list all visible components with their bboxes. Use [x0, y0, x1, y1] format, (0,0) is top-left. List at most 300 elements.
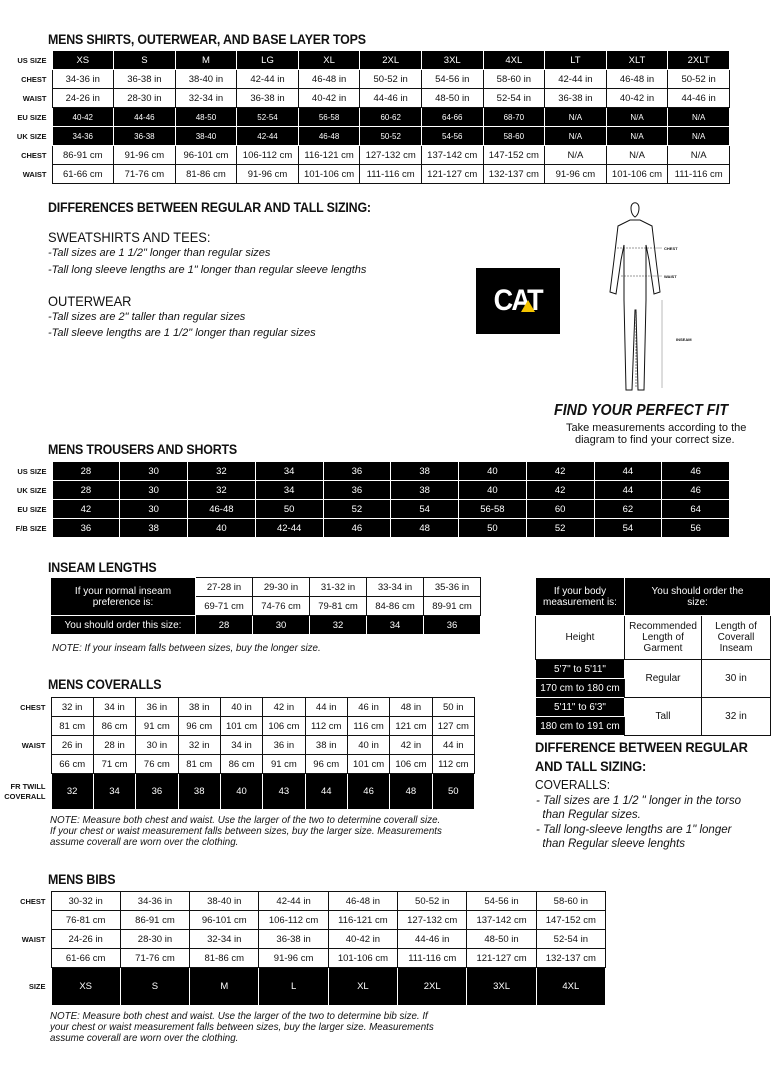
coveralls-cell: 34 in	[93, 698, 135, 717]
bibs-cell: 50-52 in	[398, 892, 467, 911]
inseam-order-cell: 28	[196, 616, 253, 635]
cov-diff-line-4: than Regular sleeve lenghts	[536, 838, 685, 850]
trousers-cell: 54	[391, 500, 459, 519]
inseam-order-label: You should order this size:	[51, 616, 196, 635]
shirts-row-label: US SIZE	[17, 55, 47, 65]
bibs-cell: 106-112 cm	[259, 911, 328, 930]
bibs-cell: 54-56 in	[467, 892, 536, 911]
bibs-cell: 46-48 in	[328, 892, 397, 911]
shirts-title: MENS SHIRTS, OUTERWEAR, AND BASE LAYER TOPS	[48, 32, 366, 47]
shirts-cell: 44-46 in	[360, 89, 422, 108]
trousers-cell: 38	[391, 462, 459, 481]
trousers-row-label: F/B SIZE	[15, 523, 47, 533]
coveralls-row-label: WAIST	[21, 740, 46, 750]
inseam-pref-label: If your normal inseam preference is:	[51, 578, 196, 616]
trousers-cell: 56	[662, 519, 730, 538]
shirts-cell: 101-106 cm	[298, 165, 360, 184]
trousers-cell: 46	[662, 481, 730, 500]
shirts-cell: 34-36	[52, 127, 114, 146]
cat-logo-text: CAT	[493, 284, 543, 317]
outer-title: OUTERWEAR	[48, 293, 132, 309]
outer-line-2: -Tall sleeve lengths are 1 1/2" longer than regular sizes	[48, 327, 316, 339]
coveralls-note-1: NOTE: Measure both chest and waist. Use the larger of the two to determine coverall size.	[50, 814, 441, 826]
inseam-title: INSEAM LENGTHS	[48, 560, 157, 575]
shirts-cell: 71-76 cm	[114, 165, 176, 184]
trousers-cell: 50	[255, 500, 323, 519]
inseam-in-cell: 33-34 in	[367, 578, 424, 597]
bibs-cell: 61-66 cm	[51, 949, 120, 968]
bibs-cell: 32-34 in	[190, 930, 259, 949]
bibs-size-cell: 4XL	[536, 968, 605, 1006]
fit-line-2: diagram to find your correct size.	[575, 434, 735, 446]
trousers-cell: 36	[323, 462, 391, 481]
trousers-row-label: EU SIZE	[17, 504, 47, 514]
coveralls-cell: 38 in	[305, 736, 347, 755]
bibs-size-table	[4, 891, 606, 1006]
shirts-cell: N/A	[668, 146, 730, 165]
bibs-cell: 76-81 cm	[51, 911, 120, 930]
shirts-cell: 86-91 cm	[52, 146, 114, 165]
shirts-cell: 46-48 in	[298, 70, 360, 89]
inseam-note: NOTE: If your inseam falls between sizes, buy the longer size.	[52, 642, 321, 654]
shirts-cell: 38-40	[175, 127, 237, 146]
coveralls-size-cell: 48	[390, 774, 432, 810]
bibs-row-label-blank	[4, 911, 51, 930]
coveralls-row-label-blank	[4, 717, 51, 736]
coveralls-cell: 101 cm	[220, 717, 262, 736]
coveralls-size-cell: 40	[220, 774, 262, 810]
shirts-cell: 96-101 cm	[175, 146, 237, 165]
cov-diff-line-2: than Regular sizes.	[536, 809, 641, 821]
shirts-cell: N/A	[668, 127, 730, 146]
coveralls-size-table	[4, 697, 475, 810]
shirts-cell: 36-38	[114, 127, 176, 146]
shirts-cell: 40-42	[52, 108, 114, 127]
body-diagram	[600, 200, 710, 396]
trousers-cell: 34	[255, 462, 323, 481]
shirts-row-label: UK SIZE	[16, 131, 47, 141]
inseam-cm-cell: 89-91 cm	[424, 597, 481, 616]
shirts-cell: 4XL	[483, 51, 545, 70]
shirts-cell: 54-56	[421, 127, 483, 146]
inseam-in-cell: 27-28 in	[196, 578, 253, 597]
coveralls-cell: 81 cm	[51, 717, 93, 736]
body-silhouette-icon	[600, 200, 710, 396]
shirts-cell: 48-50	[175, 108, 237, 127]
shirts-cell: N/A	[606, 108, 668, 127]
inseam-order-cell: 34	[367, 616, 424, 635]
shirts-cell: 111-116 cm	[668, 165, 730, 184]
coveralls-title: MENS COVERALLS	[48, 677, 162, 692]
bibs-cell: 34-36 in	[120, 892, 189, 911]
diagram-waist-label: WAIST	[664, 274, 677, 279]
shirts-cell: 50-52 in	[360, 70, 422, 89]
trousers-row-label: UK SIZE	[16, 485, 47, 495]
bibs-cell: 48-50 in	[467, 930, 536, 949]
shirts-cell: LG	[237, 51, 299, 70]
coveralls-size-cell: 34	[93, 774, 135, 810]
shirts-cell: 111-116 cm	[360, 165, 422, 184]
shirts-row-label: EU SIZE	[17, 112, 47, 122]
trousers-cell: 46-48	[188, 500, 256, 519]
coveralls-cell: 91 cm	[136, 717, 178, 736]
shirts-cell: 50-52	[360, 127, 422, 146]
bibs-cell: 111-116 cm	[398, 949, 467, 968]
shirts-cell: 147-152 cm	[483, 146, 545, 165]
bibs-cell: 71-76 cm	[120, 949, 189, 968]
bibs-size-cell: L	[259, 968, 328, 1006]
trousers-cell: 44	[594, 481, 662, 500]
cov-diff-sub: COVERALLS:	[535, 777, 611, 792]
bibs-cell: 121-127 cm	[467, 949, 536, 968]
inseam-cm-cell: 69-71 cm	[196, 597, 253, 616]
shirts-cell: 2XLT	[668, 51, 730, 70]
shirts-cell: 2XL	[360, 51, 422, 70]
trousers-cell: 28	[52, 462, 120, 481]
trousers-cell: 52	[526, 519, 594, 538]
bibs-size-cell: S	[120, 968, 189, 1006]
coveralls-size-cell: 38	[178, 774, 220, 810]
coveralls-size-label	[4, 774, 51, 810]
coveralls-size-cell: 46	[347, 774, 389, 810]
cov-diff-title-1: DIFFERENCE BETWEEN REGULAR	[535, 739, 748, 755]
height-row1-rec: Regular	[625, 660, 702, 698]
coveralls-cell: 42 in	[263, 698, 305, 717]
trousers-cell: 38	[120, 519, 188, 538]
trousers-cell: 42-44	[255, 519, 323, 538]
shirts-cell: XL	[298, 51, 360, 70]
inseam-order-cell: 32	[310, 616, 367, 635]
coveralls-cell: 112 cm	[305, 717, 347, 736]
trousers-row-label: US SIZE	[17, 466, 47, 476]
trousers-cell: 30	[120, 500, 188, 519]
shirts-row-label: CHEST	[21, 150, 47, 160]
coveralls-cell: 32 in	[51, 698, 93, 717]
coveralls-cell: 28 in	[93, 736, 135, 755]
shirts-cell: 44-46	[114, 108, 176, 127]
sweat-title: SWEATSHIRTS AND TEES:	[48, 229, 211, 245]
coveralls-cell: 112 cm	[432, 755, 474, 774]
shirts-cell: 32-34 in	[175, 89, 237, 108]
shirts-cell: 132-137 cm	[483, 165, 545, 184]
height-rec-label: Recommended Length of Garment	[625, 616, 702, 660]
coveralls-row-label-blank	[4, 755, 51, 774]
coveralls-cell: 44 in	[432, 736, 474, 755]
height-row1-cov: 30 in	[702, 660, 771, 698]
coveralls-cell: 46 in	[347, 698, 389, 717]
coveralls-cell: 36 in	[263, 736, 305, 755]
height-row2-b: 180 cm to 191 cm	[536, 717, 625, 736]
coveralls-cell: 66 cm	[51, 755, 93, 774]
sweat-line-2: -Tall long sleeve lengths are 1" longer than regular sleeve lengths	[48, 264, 367, 276]
bibs-cell: 91-96 cm	[259, 949, 328, 968]
coveralls-size-label-2: COVERALL	[4, 791, 46, 801]
shirts-cell: N/A	[606, 127, 668, 146]
shirts-cell: 52-54 in	[483, 89, 545, 108]
coveralls-cell: 127 cm	[432, 717, 474, 736]
bibs-cell: 147-152 cm	[536, 911, 605, 930]
coveralls-cell: 30 in	[136, 736, 178, 755]
coveralls-size-cell: 32	[51, 774, 93, 810]
bibs-size-cell: M	[190, 968, 259, 1006]
coveralls-cell: 96 cm	[305, 755, 347, 774]
shirts-cell: 60-62	[360, 108, 422, 127]
bibs-note-1: NOTE: Measure both chest and waist. Use the larger of the two to determine bib size. If	[50, 1010, 428, 1022]
shirts-cell: 68-70	[483, 108, 545, 127]
trousers-cell: 30	[120, 481, 188, 500]
trousers-cell: 36	[52, 519, 120, 538]
trousers-cell: 62	[594, 500, 662, 519]
shirts-cell: 91-96 cm	[237, 165, 299, 184]
shirts-size-table	[4, 50, 730, 184]
trousers-cell: 44	[594, 462, 662, 481]
bibs-size-cell: 2XL	[398, 968, 467, 1006]
shirts-cell: 36-38 in	[114, 70, 176, 89]
height-table	[535, 577, 771, 736]
trousers-cell: 52	[323, 500, 391, 519]
bibs-cell: 38-40 in	[190, 892, 259, 911]
inseam-cm-cell: 84-86 cm	[367, 597, 424, 616]
coveralls-note-3: assume coverall are worn over the clothing.	[50, 836, 239, 848]
fit-line-1: Take measurements according to the	[566, 422, 747, 434]
shirts-row-label: WAIST	[22, 169, 47, 179]
trousers-cell: 28	[52, 481, 120, 500]
bibs-cell: 36-38 in	[259, 930, 328, 949]
coveralls-size-cell: 43	[263, 774, 305, 810]
trousers-cell: 56-58	[459, 500, 527, 519]
coveralls-cell: 42 in	[390, 736, 432, 755]
height-row2-cov: 32 in	[702, 698, 771, 736]
shirts-cell: 28-30 in	[114, 89, 176, 108]
bibs-size-cell: XS	[51, 968, 120, 1006]
shirts-cell: 36-38 in	[237, 89, 299, 108]
shirts-cell: XS	[52, 51, 114, 70]
coveralls-size-cell: 36	[136, 774, 178, 810]
height-row2-a: 5'11" to 6'3"	[536, 698, 625, 717]
coveralls-cell: 40 in	[347, 736, 389, 755]
bibs-cell: 101-106 cm	[328, 949, 397, 968]
inseam-order-cell: 30	[253, 616, 310, 635]
trousers-cell: 36	[323, 481, 391, 500]
shirts-cell: 52-54	[237, 108, 299, 127]
shirts-cell: 91-96 cm	[545, 165, 607, 184]
trousers-cell: 64	[662, 500, 730, 519]
cat-logo-triangle-icon	[521, 300, 535, 312]
height-row1-b: 170 cm to 180 cm	[536, 679, 625, 698]
trousers-cell: 46	[323, 519, 391, 538]
shirts-cell: 137-142 cm	[421, 146, 483, 165]
bibs-cell: 86-91 cm	[120, 911, 189, 930]
shirts-cell: 54-56 in	[421, 70, 483, 89]
coveralls-size-cell: 44	[305, 774, 347, 810]
bibs-size-cell: 3XL	[467, 968, 536, 1006]
shirts-cell: 64-66	[421, 108, 483, 127]
cat-logo	[476, 268, 560, 334]
coveralls-cell: 96 cm	[178, 717, 220, 736]
trousers-cell: 32	[188, 462, 256, 481]
coveralls-cell: 101 cm	[347, 755, 389, 774]
trousers-title: MENS TROUSERS AND SHORTS	[48, 442, 238, 457]
shirts-cell: 38-40 in	[175, 70, 237, 89]
shirts-cell: 36-38 in	[545, 89, 607, 108]
shirts-cell: 40-42 in	[298, 89, 360, 108]
shirts-cell: 34-36 in	[52, 70, 114, 89]
bibs-cell: 81-86 cm	[190, 949, 259, 968]
bibs-size-label: SIZE	[28, 982, 46, 991]
cov-diff-line-3: - Tall long-sleeve lengths are 1" longer	[536, 824, 732, 836]
shirts-cell: 81-86 cm	[175, 165, 237, 184]
bibs-cell: 137-142 cm	[467, 911, 536, 930]
bibs-cell: 44-46 in	[398, 930, 467, 949]
shirts-cell: N/A	[606, 146, 668, 165]
trousers-cell: 38	[391, 481, 459, 500]
shirts-cell: 116-121 cm	[298, 146, 360, 165]
shirts-cell: M	[175, 51, 237, 70]
coveralls-cell: 48 in	[390, 698, 432, 717]
shirts-cell: 101-106 cm	[606, 165, 668, 184]
diagram-chest-label: CHEST	[664, 246, 678, 251]
shirts-cell: 42-44 in	[237, 70, 299, 89]
inseam-cm-cell: 79-81 cm	[310, 597, 367, 616]
bibs-row-label-blank	[4, 949, 51, 968]
trousers-size-table	[4, 461, 730, 538]
inseam-in-cell: 29-30 in	[253, 578, 310, 597]
coveralls-row-label: CHEST	[20, 702, 46, 712]
trousers-cell: 32	[188, 481, 256, 500]
cov-diff-line-1: - Tall sizes are 1 1/2 " longer in the torso	[536, 795, 742, 807]
bibs-note-2: your chest or waist measurement falls between sizes, buy the larger size. Measurements	[50, 1021, 434, 1033]
trousers-cell: 34	[255, 481, 323, 500]
coveralls-cell: 121 cm	[390, 717, 432, 736]
trousers-cell: 48	[391, 519, 459, 538]
coveralls-note-2: If your chest or waist measurement falls between sizes, buy the larger size. Measurements	[50, 825, 442, 837]
shirts-cell: 42-44 in	[545, 70, 607, 89]
trousers-cell: 42	[526, 481, 594, 500]
shirts-cell: S	[114, 51, 176, 70]
coveralls-size-cell: 50	[432, 774, 474, 810]
shirts-cell: N/A	[545, 146, 607, 165]
shirts-cell: 56-58	[298, 108, 360, 127]
bibs-row-label: CHEST	[20, 896, 46, 906]
trousers-cell: 40	[459, 462, 527, 481]
coveralls-cell: 86 cm	[93, 717, 135, 736]
shirts-cell: N/A	[668, 108, 730, 127]
diagram-inseam-label: INSEAM	[676, 337, 692, 342]
bibs-row-label: WAIST	[21, 934, 46, 944]
bibs-note-3: assume coverall are worn over the clothing.	[50, 1032, 239, 1044]
height-col-label: Height	[536, 616, 625, 660]
bibs-cell: 58-60 in	[536, 892, 605, 911]
shirts-cell: 40-42 in	[606, 89, 668, 108]
height-header-1: If your body measurement is:	[536, 578, 625, 616]
shirts-cell: 46-48 in	[606, 70, 668, 89]
cov-diff-title-2: AND TALL SIZING:	[535, 758, 647, 774]
height-header-2: You should order the size:	[625, 578, 771, 616]
shirts-cell: 121-127 cm	[421, 165, 483, 184]
shirts-cell: N/A	[545, 127, 607, 146]
coveralls-cell: 32 in	[178, 736, 220, 755]
shirts-cell: 127-132 cm	[360, 146, 422, 165]
coveralls-cell: 76 cm	[136, 755, 178, 774]
shirts-cell: 3XL	[421, 51, 483, 70]
coveralls-cell: 81 cm	[178, 755, 220, 774]
shirts-cell: 24-26 in	[52, 89, 114, 108]
trousers-cell: 42	[52, 500, 120, 519]
shirts-cell: 58-60 in	[483, 70, 545, 89]
coveralls-cell: 71 cm	[93, 755, 135, 774]
coveralls-cell: 91 cm	[263, 755, 305, 774]
height-row2-rec: Tall	[625, 698, 702, 736]
bibs-cell: 116-121 cm	[328, 911, 397, 930]
coveralls-cell: 106 cm	[390, 755, 432, 774]
trousers-cell: 50	[459, 519, 527, 538]
bibs-cell: 132-137 cm	[536, 949, 605, 968]
bibs-title: MENS BIBS	[48, 872, 116, 887]
coveralls-cell: 40 in	[220, 698, 262, 717]
shirts-cell: 91-96 cm	[114, 146, 176, 165]
outer-line-1: -Tall sizes are 2" taller than regular sizes	[48, 311, 246, 323]
coveralls-cell: 26 in	[51, 736, 93, 755]
shirts-cell: 42-44	[237, 127, 299, 146]
shirts-cell: 58-60	[483, 127, 545, 146]
bibs-cell: 42-44 in	[259, 892, 328, 911]
shirts-cell: LT	[545, 51, 607, 70]
fit-title: FIND YOUR PERFECT FIT	[554, 402, 729, 419]
tall-title: DIFFERENCES BETWEEN REGULAR AND TALL SIZING:	[48, 200, 371, 215]
shirts-cell: 106-112 cm	[237, 146, 299, 165]
inseam-cm-cell: 74-76 cm	[253, 597, 310, 616]
height-row1-a: 5'7" to 5'11"	[536, 660, 625, 679]
coveralls-cell: 116 cm	[347, 717, 389, 736]
shirts-cell: 44-46 in	[668, 89, 730, 108]
coveralls-cell: 106 cm	[263, 717, 305, 736]
inseam-in-cell: 31-32 in	[310, 578, 367, 597]
bibs-cell: 24-26 in	[51, 930, 120, 949]
trousers-cell: 30	[120, 462, 188, 481]
coveralls-cell: 44 in	[305, 698, 347, 717]
shirts-row-label: WAIST	[22, 93, 47, 103]
bibs-cell: 28-30 in	[120, 930, 189, 949]
shirts-cell: 61-66 cm	[52, 165, 114, 184]
bibs-cell: 52-54 in	[536, 930, 605, 949]
trousers-cell: 40	[188, 519, 256, 538]
coveralls-cell: 36 in	[136, 698, 178, 717]
inseam-in-cell: 35-36 in	[424, 578, 481, 597]
coveralls-cell: 38 in	[178, 698, 220, 717]
bibs-cell: 96-101 cm	[190, 911, 259, 930]
inseam-order-cell: 36	[424, 616, 481, 635]
trousers-cell: 46	[662, 462, 730, 481]
height-cov-label: Length of Coverall Inseam	[702, 616, 771, 660]
bibs-cell: 40-42 in	[328, 930, 397, 949]
bibs-size-cell: XL	[328, 968, 397, 1006]
coveralls-cell: 34 in	[220, 736, 262, 755]
bibs-cell: 127-132 cm	[398, 911, 467, 930]
coveralls-size-label-1: FR TWILL	[10, 781, 46, 791]
shirts-row-label: CHEST	[21, 74, 47, 84]
trousers-cell: 60	[526, 500, 594, 519]
coveralls-cell: 86 cm	[220, 755, 262, 774]
shirts-cell: 48-50 in	[421, 89, 483, 108]
trousers-cell: 40	[459, 481, 527, 500]
shirts-cell: 46-48	[298, 127, 360, 146]
bibs-cell: 30-32 in	[51, 892, 120, 911]
sweat-line-1: -Tall sizes are 1 1/2" longer than regular sizes	[48, 247, 271, 259]
trousers-cell: 54	[594, 519, 662, 538]
shirts-cell: XLT	[606, 51, 668, 70]
shirts-cell: N/A	[545, 108, 607, 127]
shirts-cell: 50-52 in	[668, 70, 730, 89]
